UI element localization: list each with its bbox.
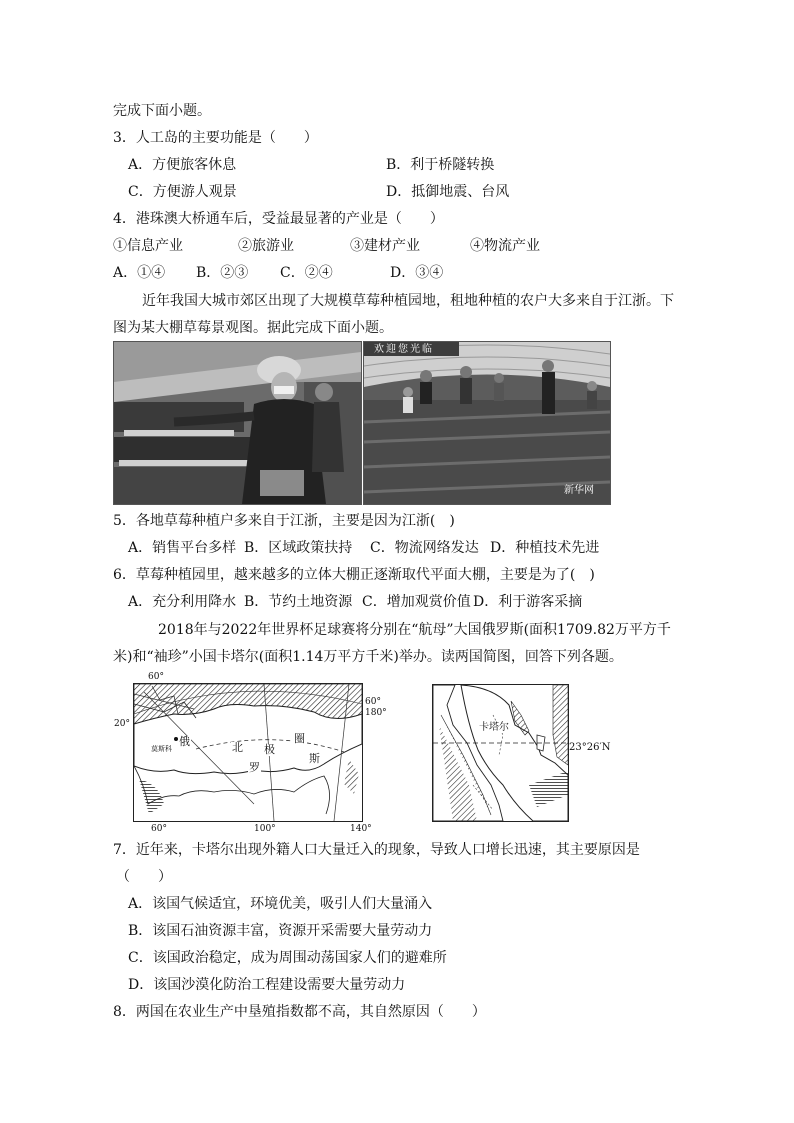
russia-lat-right: 60° (365, 697, 381, 707)
question-8-stem: 8．两国在农业生产中垦殖指数都不高，其自然原因（ ） (113, 1004, 486, 1020)
russia-lon-140: 140° (350, 824, 372, 834)
russia-lon-100: 100° (254, 824, 276, 834)
question-3-stem: 3．人工岛的主要功能是（ ） (113, 130, 318, 146)
question-6-stem: 6．草莓种植园里，越来越多的立体大棚正逐渐取代平面大棚，主要是为了( ) (113, 567, 595, 583)
q5-option-c[interactable]: C．物流网络发达 (370, 540, 479, 556)
passage-worldcup-line2: 米)和“袖珍”小国卡塔尔(面积1.14万平方千米)举办。读两国简图，回答下列各题。 (113, 649, 623, 665)
q4-item-4: ④物流产业 (470, 238, 540, 254)
tropic-of-cancer-label: 23°26′N (569, 742, 611, 753)
q7-option-d[interactable]: D．该国沙漠化防治工程建设需要大量劳动力 (128, 977, 406, 993)
q4-option-a[interactable]: A．①④ (113, 265, 166, 281)
banner-text: 欢迎您光临 (374, 344, 434, 355)
q7-option-c[interactable]: C．该国政治稳定，成为周围动荡国家人们的避难所 (128, 950, 447, 966)
q6-option-c[interactable]: C．增加观赏价值 (362, 594, 471, 610)
country-char-2: 北 (232, 741, 243, 754)
q4-item-3: ③建材产业 (350, 238, 420, 254)
russia-lat-top: 60° (148, 672, 164, 682)
russia-map (133, 683, 363, 822)
question-7-stem: 7．近年来，卡塔尔出现外籍人口大量迁入的现象，导致人口增长迅速，其主要原因是 (113, 842, 640, 858)
country-char-3: 极 (264, 743, 275, 756)
q7-option-b[interactable]: B．该国石油资源丰富，资源开采需要大量劳动力 (128, 923, 433, 939)
q3-option-d[interactable]: D．抵御地震、台风 (386, 184, 510, 200)
country-char-1: 俄 (179, 735, 190, 748)
russia-lat-left: 20° (114, 719, 130, 729)
strawberry-photo-flat-greenhouse (363, 341, 611, 505)
q4-option-c[interactable]: C．②④ (280, 265, 333, 281)
country-char-6: 斯 (309, 752, 320, 765)
russia-lon-60: 60° (151, 824, 167, 834)
passage-strawberry-line1: 近年我国大城市郊区出现了大规模草莓种植园地，租地种植的农户大多来自于江浙。下 (142, 293, 674, 309)
strawberry-photo-vertical-greenhouse (113, 341, 362, 505)
country-char-5: 罗 (249, 761, 260, 774)
q4-option-b[interactable]: B．②③ (196, 265, 249, 281)
q4-item-2: ②旅游业 (238, 238, 294, 254)
q3-option-a[interactable]: A．方便旅客休息 (128, 157, 237, 173)
russia-lon-right: 180° (365, 708, 387, 718)
question-4-stem: 4．港珠澳大桥通车后，受益最显著的产业是（ ） (113, 211, 444, 227)
passage-strawberry-line2: 图为某大棚草莓景观图。据此完成下面小题。 (113, 320, 393, 336)
qatar-label: 卡塔尔 (479, 722, 509, 733)
q5-option-a[interactable]: A．销售平台多样 (128, 540, 237, 556)
moscow-label: 莫斯科 (151, 745, 172, 753)
intro-end-text: 完成下面小题。 (113, 103, 211, 119)
q4-option-d[interactable]: D．③④ (390, 265, 444, 281)
question-5-stem: 5．各地草莓种植户多来自于江浙，主要是因为江浙( ) (113, 513, 455, 529)
q5-option-d[interactable]: D．种植技术先进 (490, 540, 600, 556)
q3-option-c[interactable]: C．方便游人观景 (128, 184, 237, 200)
q4-item-1: ①信息产业 (113, 238, 183, 254)
q6-option-d[interactable]: D．利于游客采摘 (473, 594, 583, 610)
q6-option-a[interactable]: A．充分利用降水 (128, 594, 237, 610)
country-char-4: 圈 (294, 732, 305, 745)
q5-option-b[interactable]: B．区域政策扶持 (244, 540, 353, 556)
qatar-map (432, 684, 569, 822)
q7-option-a[interactable]: A．该国气候适宜，环境优美，吸引人们大量涌入 (128, 896, 433, 912)
q6-option-b[interactable]: B．节约土地资源 (244, 594, 353, 610)
q3-option-b[interactable]: B．利于桥隧转换 (386, 157, 495, 173)
passage-worldcup-line1: 2018年与2022年世界杯足球赛将分别在“航母”大国俄罗斯(面积1709.82万平方千 (158, 622, 671, 638)
question-7-paren: （ ） (116, 869, 172, 885)
watermark-text: 新华网 (564, 485, 594, 496)
